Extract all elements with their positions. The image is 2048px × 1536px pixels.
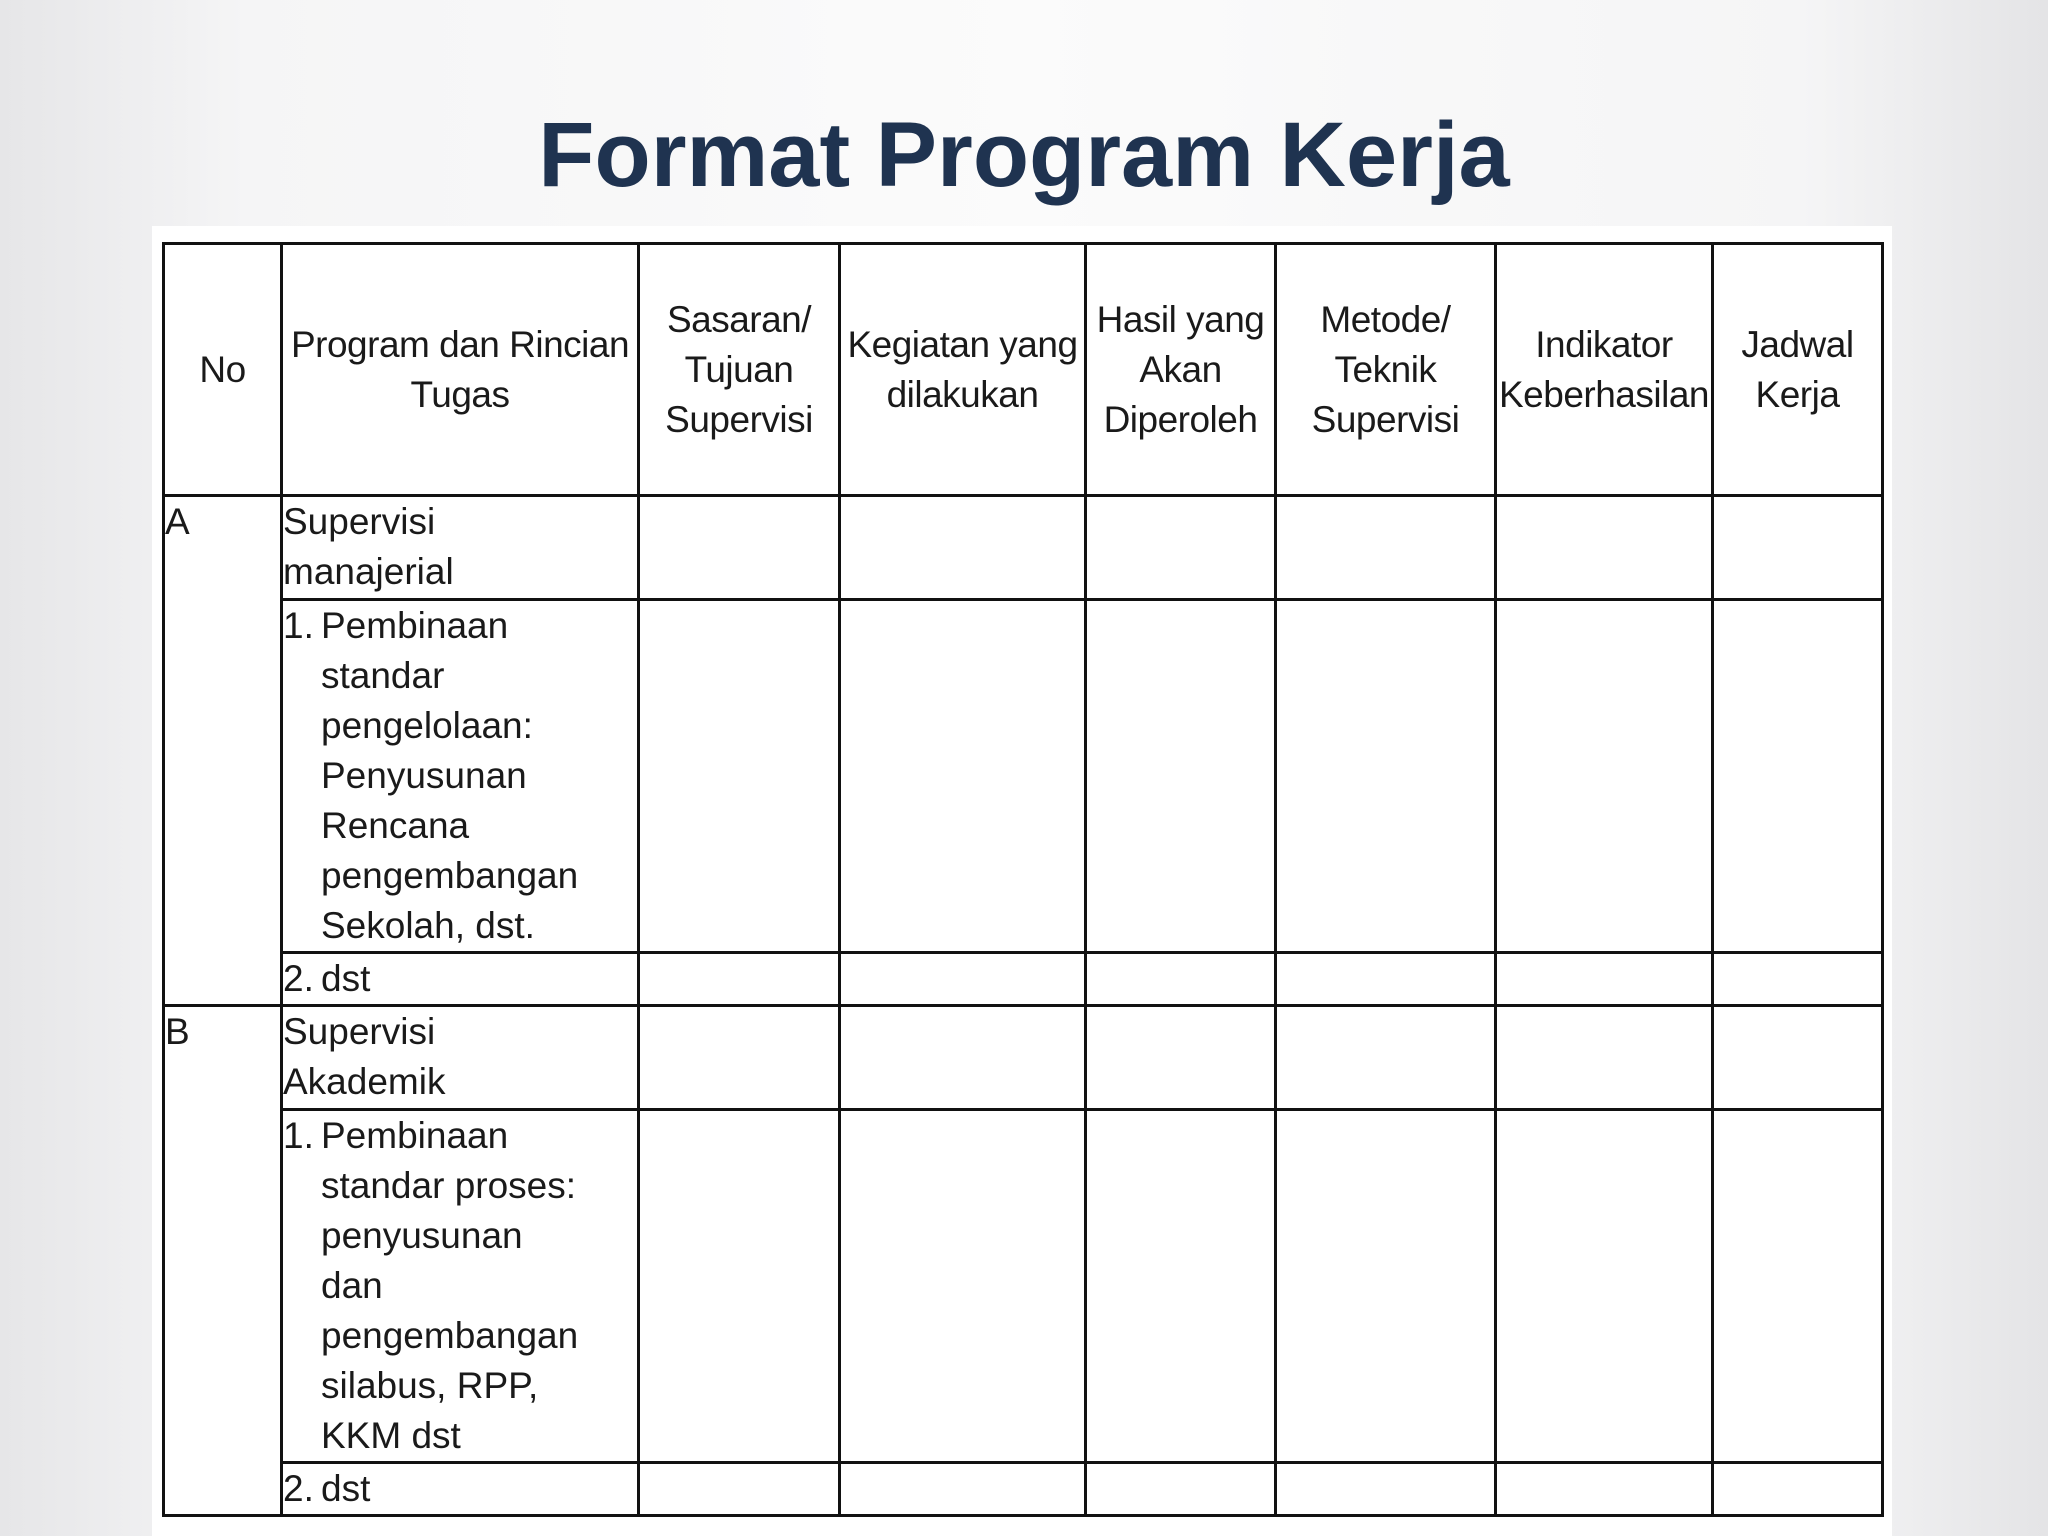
table-cell <box>1496 1110 1713 1463</box>
table-cell <box>1713 953 1883 1006</box>
table-cell <box>1713 496 1883 600</box>
table-cell <box>1086 1006 1276 1110</box>
table-sheet <box>152 226 1892 1536</box>
table-cell <box>840 1110 1086 1463</box>
column-header-no: No <box>164 244 282 496</box>
table-row <box>164 953 1883 1006</box>
table-cell <box>1713 1463 1883 1516</box>
table-row <box>164 1110 1883 1463</box>
table-cell <box>639 1006 840 1110</box>
item-text: Pembinaan standar pengelolaan: Penyusunan Rencana pengembangan Sekolah, dst. <box>321 605 579 946</box>
table-cell <box>1086 1463 1276 1516</box>
table-cell <box>1496 953 1713 1006</box>
table-cell <box>1496 1463 1713 1516</box>
table-cell <box>1713 1110 1883 1463</box>
item-text: dst <box>321 1468 371 1509</box>
table-cell <box>1496 1006 1713 1110</box>
item-cell <box>282 1110 639 1463</box>
table-cell <box>1086 1110 1276 1463</box>
table-cell <box>1276 1006 1496 1110</box>
column-header-indikator: Indikator Keberhasilan <box>1496 244 1713 496</box>
column-header-jadwal: Jadwal Kerja <box>1713 244 1883 496</box>
item-cell <box>282 1463 639 1516</box>
item-number: 2. <box>283 958 314 999</box>
table-row <box>164 496 1883 600</box>
table-cell <box>1276 600 1496 953</box>
item-number: 2. <box>283 1468 314 1509</box>
table-cell <box>1276 1110 1496 1463</box>
section-no-cell: A <box>164 496 282 1006</box>
table-header-row <box>164 244 1883 496</box>
item-text: Pembinaan standar proses: penyusunan dan pengembangan silabus, RPP, KKM dst <box>321 1115 579 1456</box>
table-cell <box>840 1463 1086 1516</box>
item-cell <box>282 600 639 953</box>
table-cell <box>639 953 840 1006</box>
column-header-kegiatan: Kegiatan yang dilakukan <box>840 244 1086 496</box>
table-cell <box>1086 496 1276 600</box>
item-cell <box>282 953 639 1006</box>
column-header-hasil: Hasil yang Akan Diperoleh <box>1086 244 1276 496</box>
table-cell <box>1086 953 1276 1006</box>
table-cell <box>840 600 1086 953</box>
table-cell <box>1276 953 1496 1006</box>
table-cell <box>840 1006 1086 1110</box>
item-number: 1. <box>283 1115 314 1156</box>
section-no-cell: B <box>164 1006 282 1516</box>
column-header-program: Program dan Rincian Tugas <box>282 244 639 496</box>
item-number: 1. <box>283 605 314 646</box>
table-row <box>164 600 1883 953</box>
table-cell <box>1713 600 1883 953</box>
table-cell <box>840 496 1086 600</box>
table-cell <box>1276 1463 1496 1516</box>
program-table <box>162 242 1884 1517</box>
table-cell <box>1496 600 1713 953</box>
table-cell <box>1276 496 1496 600</box>
table-cell <box>639 1463 840 1516</box>
table-cell <box>1496 496 1713 600</box>
table-row <box>164 1463 1883 1516</box>
table-row <box>164 1006 1883 1110</box>
section-title-cell: Supervisi manajerial <box>282 496 639 600</box>
section-title-cell: Supervisi Akademik <box>282 1006 639 1110</box>
table-cell <box>639 1110 840 1463</box>
slide-title: Format Program Kerja <box>538 104 1510 206</box>
table-cell <box>1086 600 1276 953</box>
table-cell <box>639 496 840 600</box>
column-header-metode: Metode/ Teknik Supervisi <box>1276 244 1496 496</box>
table-cell <box>840 953 1086 1006</box>
table-cell <box>639 600 840 953</box>
table-cell <box>1713 1006 1883 1110</box>
column-header-sasaran: Sasaran/ Tujuan Supervisi <box>639 244 840 496</box>
item-text: dst <box>321 958 371 999</box>
